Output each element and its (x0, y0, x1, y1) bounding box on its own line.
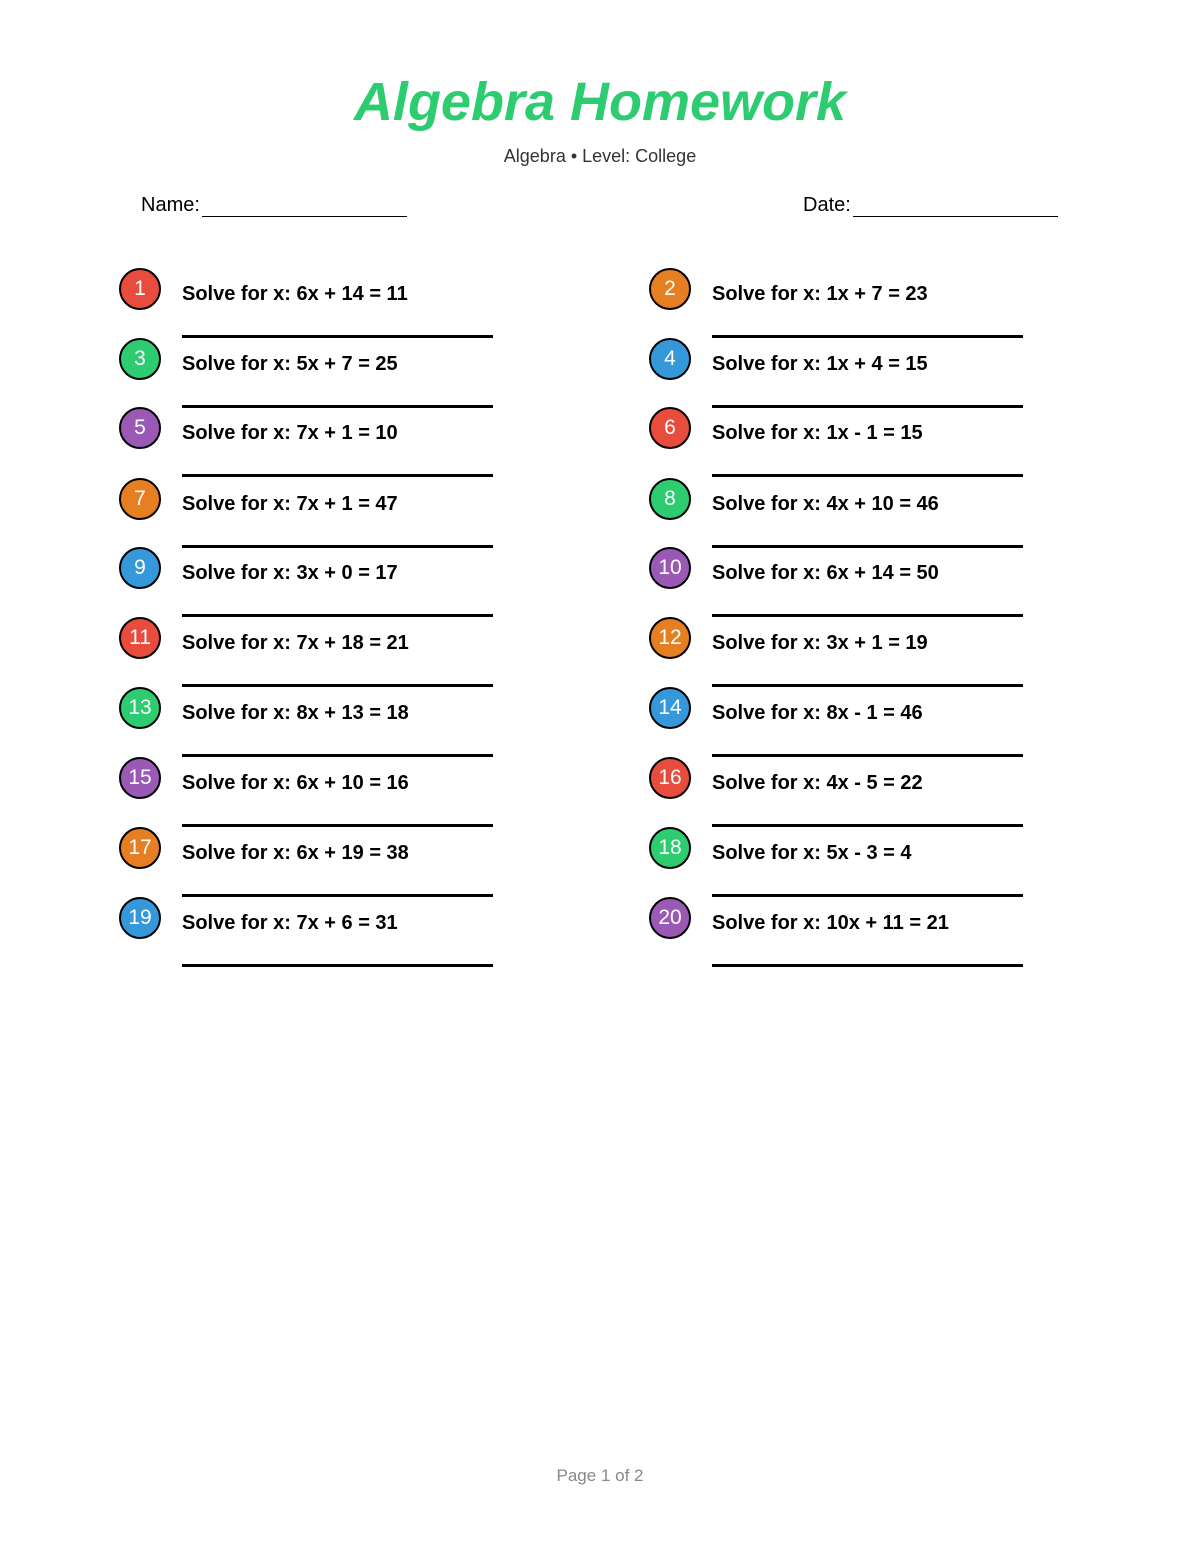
problem-item (649, 547, 1079, 617)
problem-number-badge: 7 (119, 478, 161, 520)
problem-text: Solve for x: 6x + 14 = 11 (182, 283, 408, 305)
problem-text: Solve for x: 6x + 10 = 16 (182, 772, 409, 794)
problem-item (649, 407, 1079, 477)
problem-item (119, 547, 549, 617)
problem-number-badge: 19 (119, 897, 161, 939)
problem-text: Solve for x: 3x + 1 = 19 (712, 632, 928, 654)
problem-item (119, 407, 549, 477)
problem-text: Solve for x: 7x + 1 = 10 (182, 422, 398, 444)
problem-item (649, 897, 1079, 967)
problem-number-badge: 18 (649, 827, 691, 869)
problem-number-badge: 8 (649, 478, 691, 520)
problem-item (649, 268, 1079, 338)
problem-number-badge: 13 (119, 687, 161, 729)
problem-item (119, 268, 549, 338)
problem-item (649, 687, 1079, 757)
problem-number-badge: 14 (649, 687, 691, 729)
problem-text: Solve for x: 1x + 4 = 15 (712, 353, 928, 375)
problem-item (119, 478, 549, 548)
problem-item (119, 827, 549, 897)
answer-line[interactable] (712, 964, 1023, 967)
problem-number-badge: 1 (119, 268, 161, 310)
answer-line[interactable] (182, 474, 493, 477)
problem-number-badge: 6 (649, 407, 691, 449)
problem-number-badge: 17 (119, 827, 161, 869)
problem-text: Solve for x: 3x + 0 = 17 (182, 562, 398, 584)
date-label: Date: (803, 194, 851, 216)
problem-item (119, 897, 549, 967)
problem-text: Solve for x: 7x + 18 = 21 (182, 632, 409, 654)
problem-text: Solve for x: 1x - 1 = 15 (712, 422, 923, 444)
problem-item (119, 338, 549, 408)
page-title: Algebra Homework (353, 72, 847, 132)
problem-text: Solve for x: 8x - 1 = 46 (712, 702, 923, 724)
page-number: Page 1 of 2 (556, 1466, 644, 1485)
problem-item (649, 827, 1079, 897)
answer-line[interactable] (712, 474, 1023, 477)
problem-number-badge: 16 (649, 757, 691, 799)
problem-text: Solve for x: 7x + 1 = 47 (182, 493, 398, 515)
problem-text: Solve for x: 5x - 3 = 4 (712, 842, 912, 864)
problem-text: Solve for x: 10x + 11 = 21 (712, 912, 949, 934)
problem-number-badge: 9 (119, 547, 161, 589)
problem-number-badge: 20 (649, 897, 691, 939)
problem-text: Solve for x: 6x + 19 = 38 (182, 842, 409, 864)
problem-item (119, 687, 549, 757)
problem-text: Solve for x: 1x + 7 = 23 (712, 283, 928, 305)
problem-number-badge: 10 (649, 547, 691, 589)
problem-number-badge: 5 (119, 407, 161, 449)
name-label: Name: (141, 194, 200, 216)
page-subtitle: Algebra • Level: College (503, 146, 697, 166)
problem-number-badge: 2 (649, 268, 691, 310)
problem-item (649, 338, 1079, 408)
problem-number-badge: 4 (649, 338, 691, 380)
problem-number-badge: 12 (649, 617, 691, 659)
answer-line[interactable] (182, 964, 493, 967)
problem-number-badge: 15 (119, 757, 161, 799)
problem-item (649, 757, 1079, 827)
problem-text: Solve for x: 4x + 10 = 46 (712, 493, 939, 515)
problem-text: Solve for x: 7x + 6 = 31 (182, 912, 398, 934)
problem-number-badge: 3 (119, 338, 161, 380)
problem-item (649, 478, 1079, 548)
problem-text: Solve for x: 4x - 5 = 22 (712, 772, 923, 794)
problem-item (119, 757, 549, 827)
problem-text: Solve for x: 8x + 13 = 18 (182, 702, 409, 724)
problem-item (119, 617, 549, 687)
problem-item (649, 617, 1079, 687)
problem-text: Solve for x: 6x + 14 = 50 (712, 562, 939, 584)
problem-number-badge: 11 (119, 617, 161, 659)
problem-text: Solve for x: 5x + 7 = 25 (182, 353, 398, 375)
